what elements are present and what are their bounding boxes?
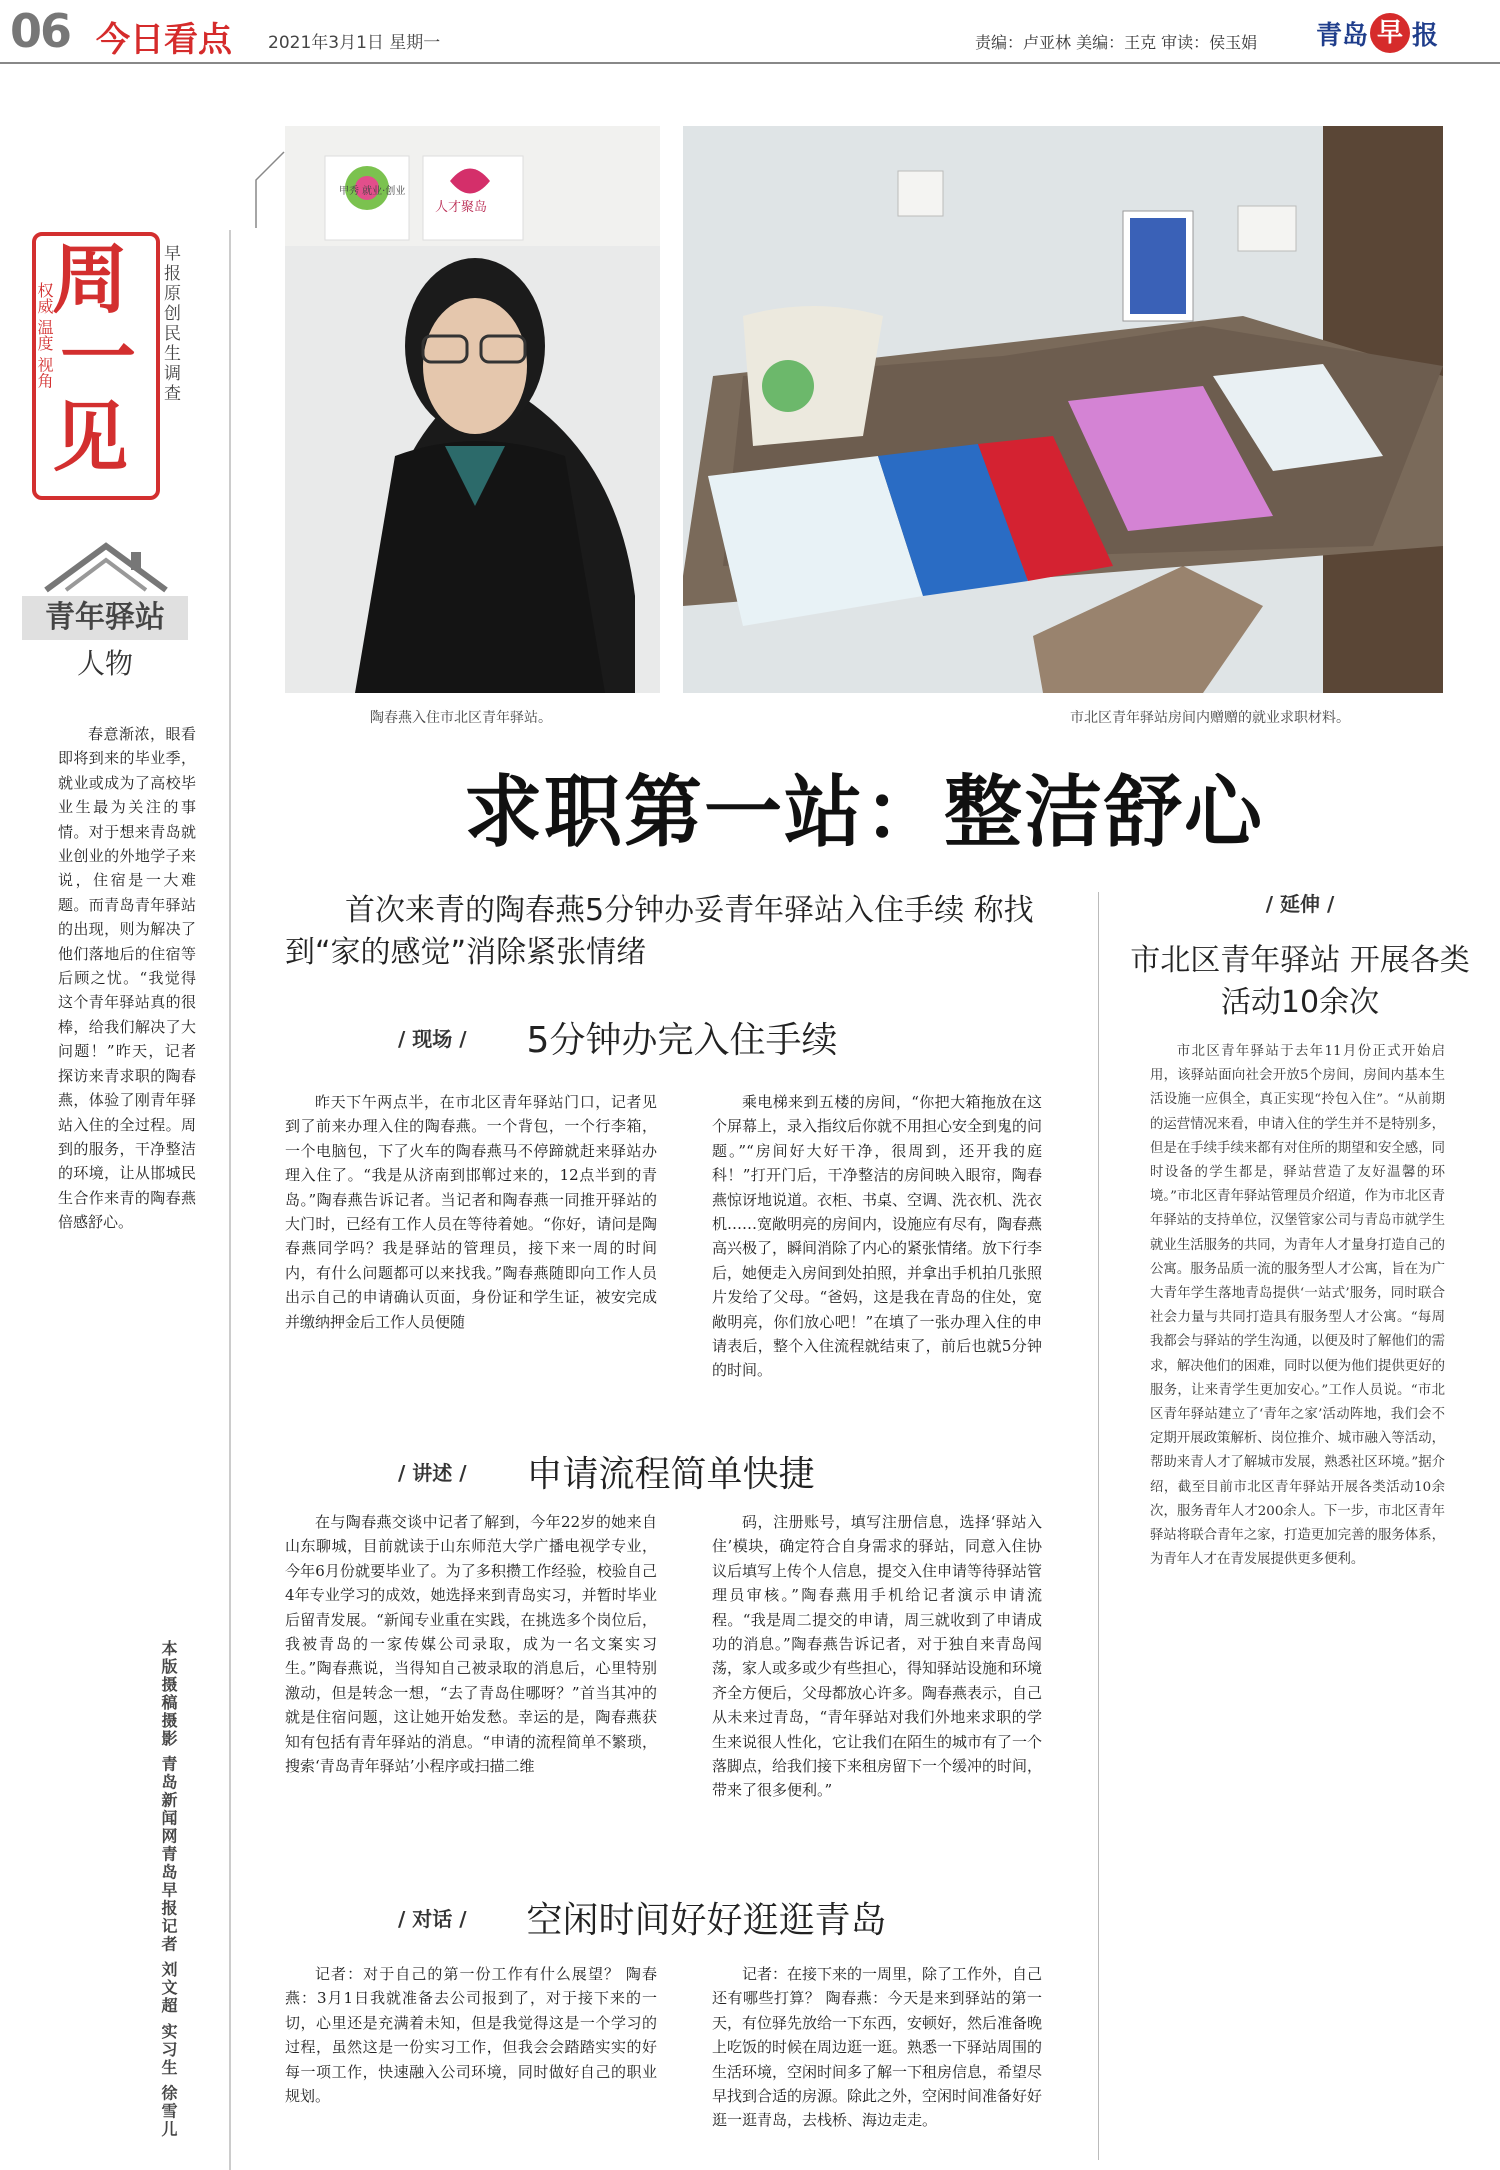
section-tag-2: / 讲述 /	[398, 1461, 467, 1485]
logo-text-3: 报	[1412, 20, 1439, 51]
section-title-2: 申请流程简单快捷	[526, 1454, 815, 1495]
logo-text-2: 早	[1370, 13, 1410, 53]
section-1-col-2: 乘电梯来到五楼的房间，“你把大箱拖放在这个屏幕上，录入指纹后你就不用担心安全到鬼的问题。”“房间好大好干净，很周到，还开我的庭科！”打开门后，干净整洁的房间映入眼帘，陶春燕惊讶地说道。衣柜、书桌、空调、洗衣机、洗衣机……宽敞明亮的房间内，设施应有尽有，陶春燕高兴极了，瞬间消除了内心的紧张情绪。放下行李后，她便走入房间到处拍照，并拿出手机拍几张照片发给了父母。“爸妈，这是我在青岛的住处，宽敞明亮，你们放心吧！”在填了一张办理入住的申请表后，整个入住流程就结束了，前后也就5分钟的时间。	[712, 1093, 1043, 1380]
photo-desk	[683, 126, 1443, 693]
column-logo-char-3: 见	[52, 393, 128, 482]
column-logo-char-2: 一	[60, 313, 136, 402]
house-roof-icon	[36, 538, 176, 594]
column-tagline: 早报原创民生调查	[160, 244, 180, 404]
section-heading-2	[398, 1446, 815, 1497]
column-intro: 春意渐浓，眼看即将到来的毕业季，就业或成为了高校毕业生最为关注的事情。对于想来青岛就业创业的外地学子来说，住宿是一大难题。而青岛青年驿站的出现，则为解决了他们落地后的住宿等后顾之忧。“我觉得这个青年驿站真的很棒，给我们解决了大问题！”昨天，记者探访来青求职的陶春燕，体验了刚青年驿站入住的全过程。周到的服务，干净整洁的环境，让从邯城民生合作来青的陶春燕倍感舒心。	[58, 725, 196, 1232]
sidebar-tag: / 延伸 /	[1265, 892, 1335, 916]
section-1-col-1: 昨天下午两点半，在市北区青年驿站门口，记者见到了前来办理入住的陶春燕。一个背包，一个行李箱，一个电脑包，下了火车的陶春燕马不停蹄就赶来驿站办理入住了。“我是从济南到邯郸过来的，12点半到的青岛。”陶春燕告诉记者。当记者和陶春燕一同推开驿站的大门时，已经有工作人员在等待着她。“你好，请问是陶春燕同学吗？我是驿站的管理员，接下来一周的时间内，有什么问题都可以来找我。”陶春燕随即向工作人员出示自己的申请确认页面，身份证和学生证，被安完成并缴纳押金后工作人员便随	[285, 1093, 657, 1331]
section-tag-1: / 现场 /	[398, 1027, 467, 1051]
staff-credits: 责编：卢亚林 美编：王克 审读：侯玉娟	[975, 33, 1258, 52]
column-logo-char-1: 周	[52, 235, 128, 324]
section-tag-3: / 对话 /	[398, 1907, 467, 1931]
page-number: 06	[10, 4, 71, 58]
section-heading-3	[398, 1892, 887, 1943]
section-3-col-2: 记者：在接下来的一周里，除了工作外，自己还有哪些打算？ 陶春燕：今天是来到驿站的第一天，有位驿先放给一下东西，安顿好，然后准备晚上吃饭的时候在周边逛一逛。熟悉一下驿站周围的生活环境，空闲时间多了解一下租房信息，希望尽早找到合适的房源。除此之外，空闲时间准备好好逛一逛青岛，去栈桥、海边走走。	[712, 1965, 1042, 2130]
issue-date: 2021年3月1日 星期一	[268, 33, 441, 53]
divider-line	[228, 230, 232, 2170]
photo-caption-left: 陶春燕入住市北区青年驿站。	[370, 710, 552, 726]
photo-credit: 本版摄稿摄影 青岛新闻网青岛早报记者 刘文超 实习生 徐雪儿	[159, 1640, 178, 2139]
article-deck: 首次来青的陶春燕5分钟办妥青年驿站入住手续 称找到“家的感觉”消除紧张情绪	[285, 893, 1034, 970]
desk-image	[683, 126, 1443, 693]
column-divider	[1098, 892, 1099, 2160]
photo-portrait	[285, 126, 660, 693]
topic-label: 青年驿站	[22, 596, 188, 640]
logo-text-1: 青岛	[1316, 20, 1369, 51]
column-tags: 权威 温度 视角	[35, 282, 54, 389]
section-3-col-1: 记者：对于自己的第一份工作有什么展望？ 陶春燕：3月1日我就准备去公司报到了，对于接下来的一切，心里还是充满着未知，但是我觉得这是一个学习的过程，虽然这是一份实习工作，但我会会踏踏实实的好每一项工作，快速融入公司环境，同时做好自己的职业规划。	[285, 1965, 657, 2106]
section-2-col-2: 码，注册账号，填写注册信息，选择‘驿站入住’模块，确定符合自身需求的驿站，同意入住协议后填写上传个人信息，提交入住申请等待驿站管理员审核。”陶春燕用手机给记者演示申请流程。“我是周二提交的申请，周三就收到了申请成功的消息。”陶春燕告诉记者，对于独自来青岛闯荡，家人或多或少有些担心，得知驿站设施和环境齐全方便后，父母都放心许多。陶春燕表示，自己从未来过青岛，“青年驿站对我们外地来求职的学生来说很人性化，它让我们在陌生的城市有了一个落脚点，给我们接下来租房留下一个缓冲的时间，带来了很多便利。”	[712, 1513, 1043, 1800]
section-heading-1	[398, 1012, 837, 1063]
photo-caption-right: 市北区青年驿站房间内赠赠的就业求职材料。	[1070, 710, 1350, 726]
sidebar-body: 市北区青年驿站于去年11月份正式开始启用，该驿站面向社会开放5个房间，房间内基本生活设施一应俱全，真正实现“拎包入住”。“从前期的运营情况来看，申请入住的学生并不是特别多，但是在手续手续来都有对住所的期望和安全感，同时设备的学生都是，驿站营造了友好温馨的环境。”市北区青年驿站管理员介绍道，作为市北区青年驿站的支持单位，汉堡管家公司与青岛市就学生就业生活服务的共同，为青年人才量身打造自己的公寓。服务品质一流的服务型人才公寓，旨在为广大青年学生落地青岛提供‘一站式’服务，同时联合社会力量与共同打造具有服务型人才公寓。“每周我都会与驿站的学生沟通，以便及时了解他们的需求，解决他们的困难，同时以便为他们提供更好的服务，让来青学生更加安心。”工作人员说。“市北区青年驿站建立了‘青年之家’活动阵地，我们会不定期开展政策解析、岗位推介、城市融入等活动，帮助来青人才了解城市发展，熟悉社区环境。”据介绍，截至目前市北区青年驿站开展各类活动10余次，服务青年人才200余人。下一步，市北区青年驿站将联合青年之家，打造更加完善的服务体系，为青年人才在青发展提供更多便利。	[1150, 1044, 1445, 1568]
section-title: 今日看点	[96, 20, 232, 60]
logo-caption-1: 甲秀 就业·创业	[339, 186, 406, 197]
section-title-1: 5分钟办完入住手续	[526, 1020, 838, 1061]
section-title-3: 空闲时间好好逛逛青岛	[526, 1900, 887, 1941]
category-label: 人物	[76, 647, 133, 680]
logo-caption-2: 人才聚岛	[435, 200, 488, 215]
sidebar-title: 市北区青年驿站 开展各类活动10余次	[1130, 943, 1470, 1020]
corner-line-icon	[226, 150, 286, 230]
newspaper-logo	[1316, 14, 1438, 52]
section-2-col-1: 在与陶春燕交谈中记者了解到，今年22岁的她来自山东聊城，目前就读于山东师范大学广播电视学专业，今年6月份就要毕业了。为了多积攒工作经验，校验自己4年专业学习的成效，她选择来到青岛实习，并暂时毕业后留青发展。“新闻专业重在实践，在挑选多个岗位后，我被青岛的一家传媒公司录取，成为一名文案实习生。”陶春燕说，当得知自己被录取的消息后，心里特别激动，但是转念一想，“去了青岛住哪呀？”首当其冲的就是住宿问题，这让她开始发愁。幸运的是，陶春燕获知有包括有青年驿站的消息。“申请的流程简单不繁琐，搜索‘青岛青年驿站’小程序或扫描二维	[285, 1513, 657, 1776]
article-headline: 求职第一站：整洁舒心	[463, 768, 1264, 858]
